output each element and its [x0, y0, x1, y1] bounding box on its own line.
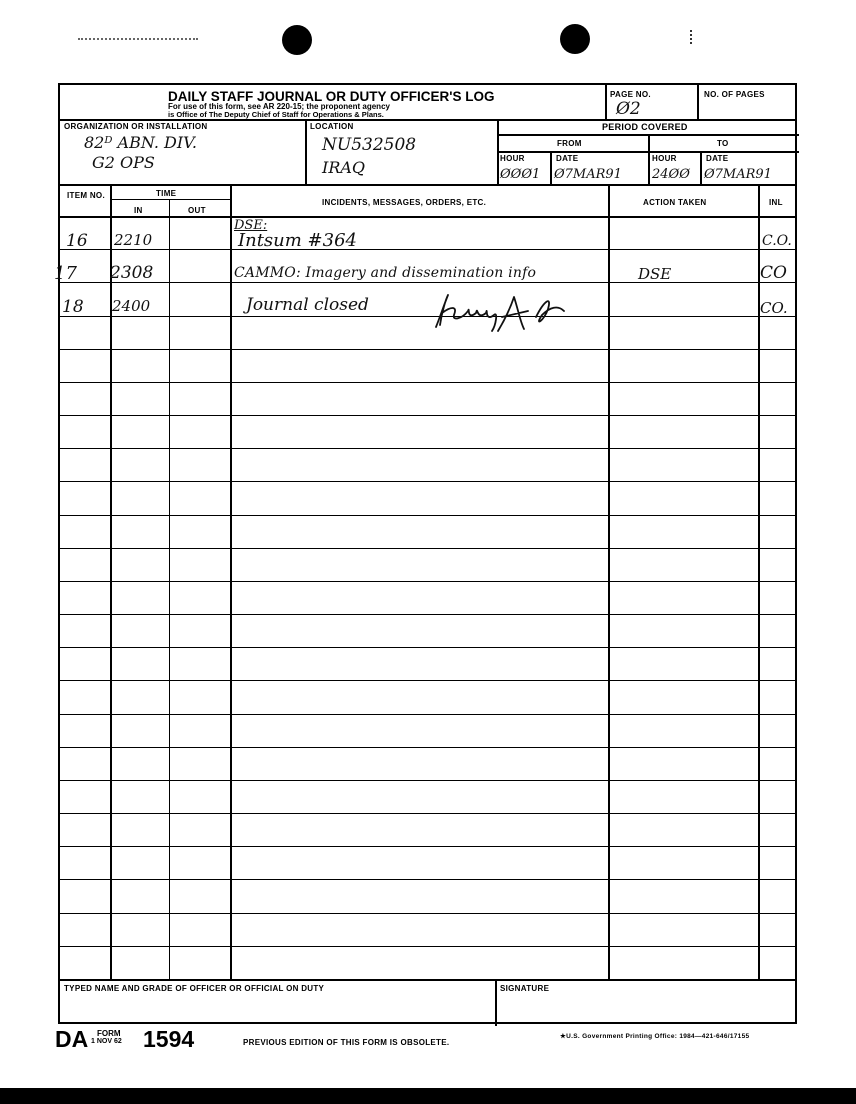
location-line1: NU532508 [322, 135, 417, 155]
row-rule [60, 415, 795, 416]
row-rule [60, 680, 795, 681]
row-rule [60, 946, 795, 947]
binder-hole-left [282, 25, 312, 55]
entry-in: 2210 [114, 231, 153, 249]
entry-action: DSE [638, 265, 672, 283]
entry-incident-head: DSE: [234, 218, 268, 233]
col-action-label: ACTION TAKEN [643, 198, 707, 207]
form-date: 1 NOV 62 [91, 1038, 122, 1045]
col-incidents-label: INCIDENTS, MESSAGES, ORDERS, ETC. [322, 198, 487, 207]
to-label: TO [717, 139, 729, 148]
org-line2: G2 OPS [92, 153, 155, 172]
entry-item: 18 [62, 297, 84, 317]
row-rule [60, 714, 795, 715]
form-subtitle-1: For use of this form, see AR 220-15; the proponent agency [168, 102, 390, 111]
previous-edition-note: PREVIOUS EDITION OF THIS FORM IS OBSOLETE. [243, 1038, 450, 1047]
from-label: FROM [557, 139, 582, 148]
row-rule [60, 581, 795, 582]
signature-label: SIGNATURE [500, 984, 550, 993]
to-date-value: Ø7MAR91 [704, 167, 772, 182]
row-rule [60, 913, 795, 914]
entry-inl: C.O. [762, 233, 792, 249]
col-out-label: OUT [188, 206, 206, 215]
row-rule [60, 879, 795, 880]
page-no-label: PAGE NO. [610, 90, 651, 99]
entry-incident: CAMMO: Imagery and dissemination info [234, 265, 537, 281]
entry-inl: CO. [760, 299, 788, 317]
row-rule [60, 249, 795, 250]
to-hour-value: 24ØØ [652, 167, 690, 182]
printing-office-note: ★U.S. Government Printing Office: 1984—421-646/17155 [560, 1033, 750, 1040]
page-no-value: Ø2 [616, 99, 641, 119]
from-date-label: DATE [556, 154, 579, 163]
org-line1: 82ᴰ ABN. DIV. [84, 133, 197, 152]
from-hour-value: ØØØ1 [500, 167, 541, 182]
entry-incident: Intsum #364 [238, 230, 357, 251]
row-rule [60, 614, 795, 615]
scan-speck [78, 38, 198, 42]
typed-name-label: TYPED NAME AND GRADE OF OFFICER OR OFFICIAL ON DUTY [64, 984, 325, 993]
row-rule [60, 747, 795, 748]
row-rule [60, 548, 795, 549]
location-label: LOCATION [310, 122, 354, 131]
period-label: PERIOD COVERED [602, 122, 688, 132]
no-of-pages-label: NO. OF PAGES [704, 90, 765, 99]
binder-hole-right [560, 24, 590, 54]
col-in-label: IN [134, 206, 143, 215]
entry-in: 2400 [112, 297, 151, 315]
entry-item: 17 [54, 263, 77, 284]
form-subtitle-2: is Office of The Deputy Chief of Staff for Operations & Plans. [168, 110, 384, 119]
row-rule [60, 282, 795, 283]
scan-speck [690, 30, 696, 44]
row-rule [60, 316, 795, 317]
entry-incident: Journal closed [246, 295, 369, 315]
journal-form [54, 83, 797, 1024]
row-rule [60, 382, 795, 383]
to-date-label: DATE [706, 154, 729, 163]
location-line2: IRAQ [322, 158, 366, 177]
org-label: ORGANIZATION OR INSTALLATION [64, 122, 208, 131]
row-rule [60, 813, 795, 814]
entry-inl: CO [760, 263, 787, 283]
from-hour-label: HOUR [500, 154, 525, 163]
row-rule [60, 846, 795, 847]
row-rule [60, 481, 795, 482]
form-word: FORM [97, 1029, 121, 1038]
entry-item: 16 [66, 231, 88, 251]
row-rule [60, 515, 795, 516]
to-hour-label: HOUR [652, 154, 677, 163]
entry-in: 2308 [110, 263, 154, 283]
form-da: DA [55, 1026, 89, 1052]
col-time-label: TIME [156, 189, 177, 198]
col-item-label: ITEM NO. [67, 191, 105, 200]
row-rule [60, 349, 795, 350]
row-rule [60, 780, 795, 781]
row-rule [60, 647, 795, 648]
form-title: DAILY STAFF JOURNAL OR DUTY OFFICER'S LOG [168, 89, 495, 104]
col-inl-label: INL [769, 198, 783, 207]
handwritten-signature-scrawl [432, 291, 572, 335]
from-date-value: Ø7MAR91 [554, 167, 622, 182]
scan-bottom-edge [0, 1088, 856, 1104]
row-rule [60, 448, 795, 449]
form-number: 1594 [143, 1026, 195, 1052]
